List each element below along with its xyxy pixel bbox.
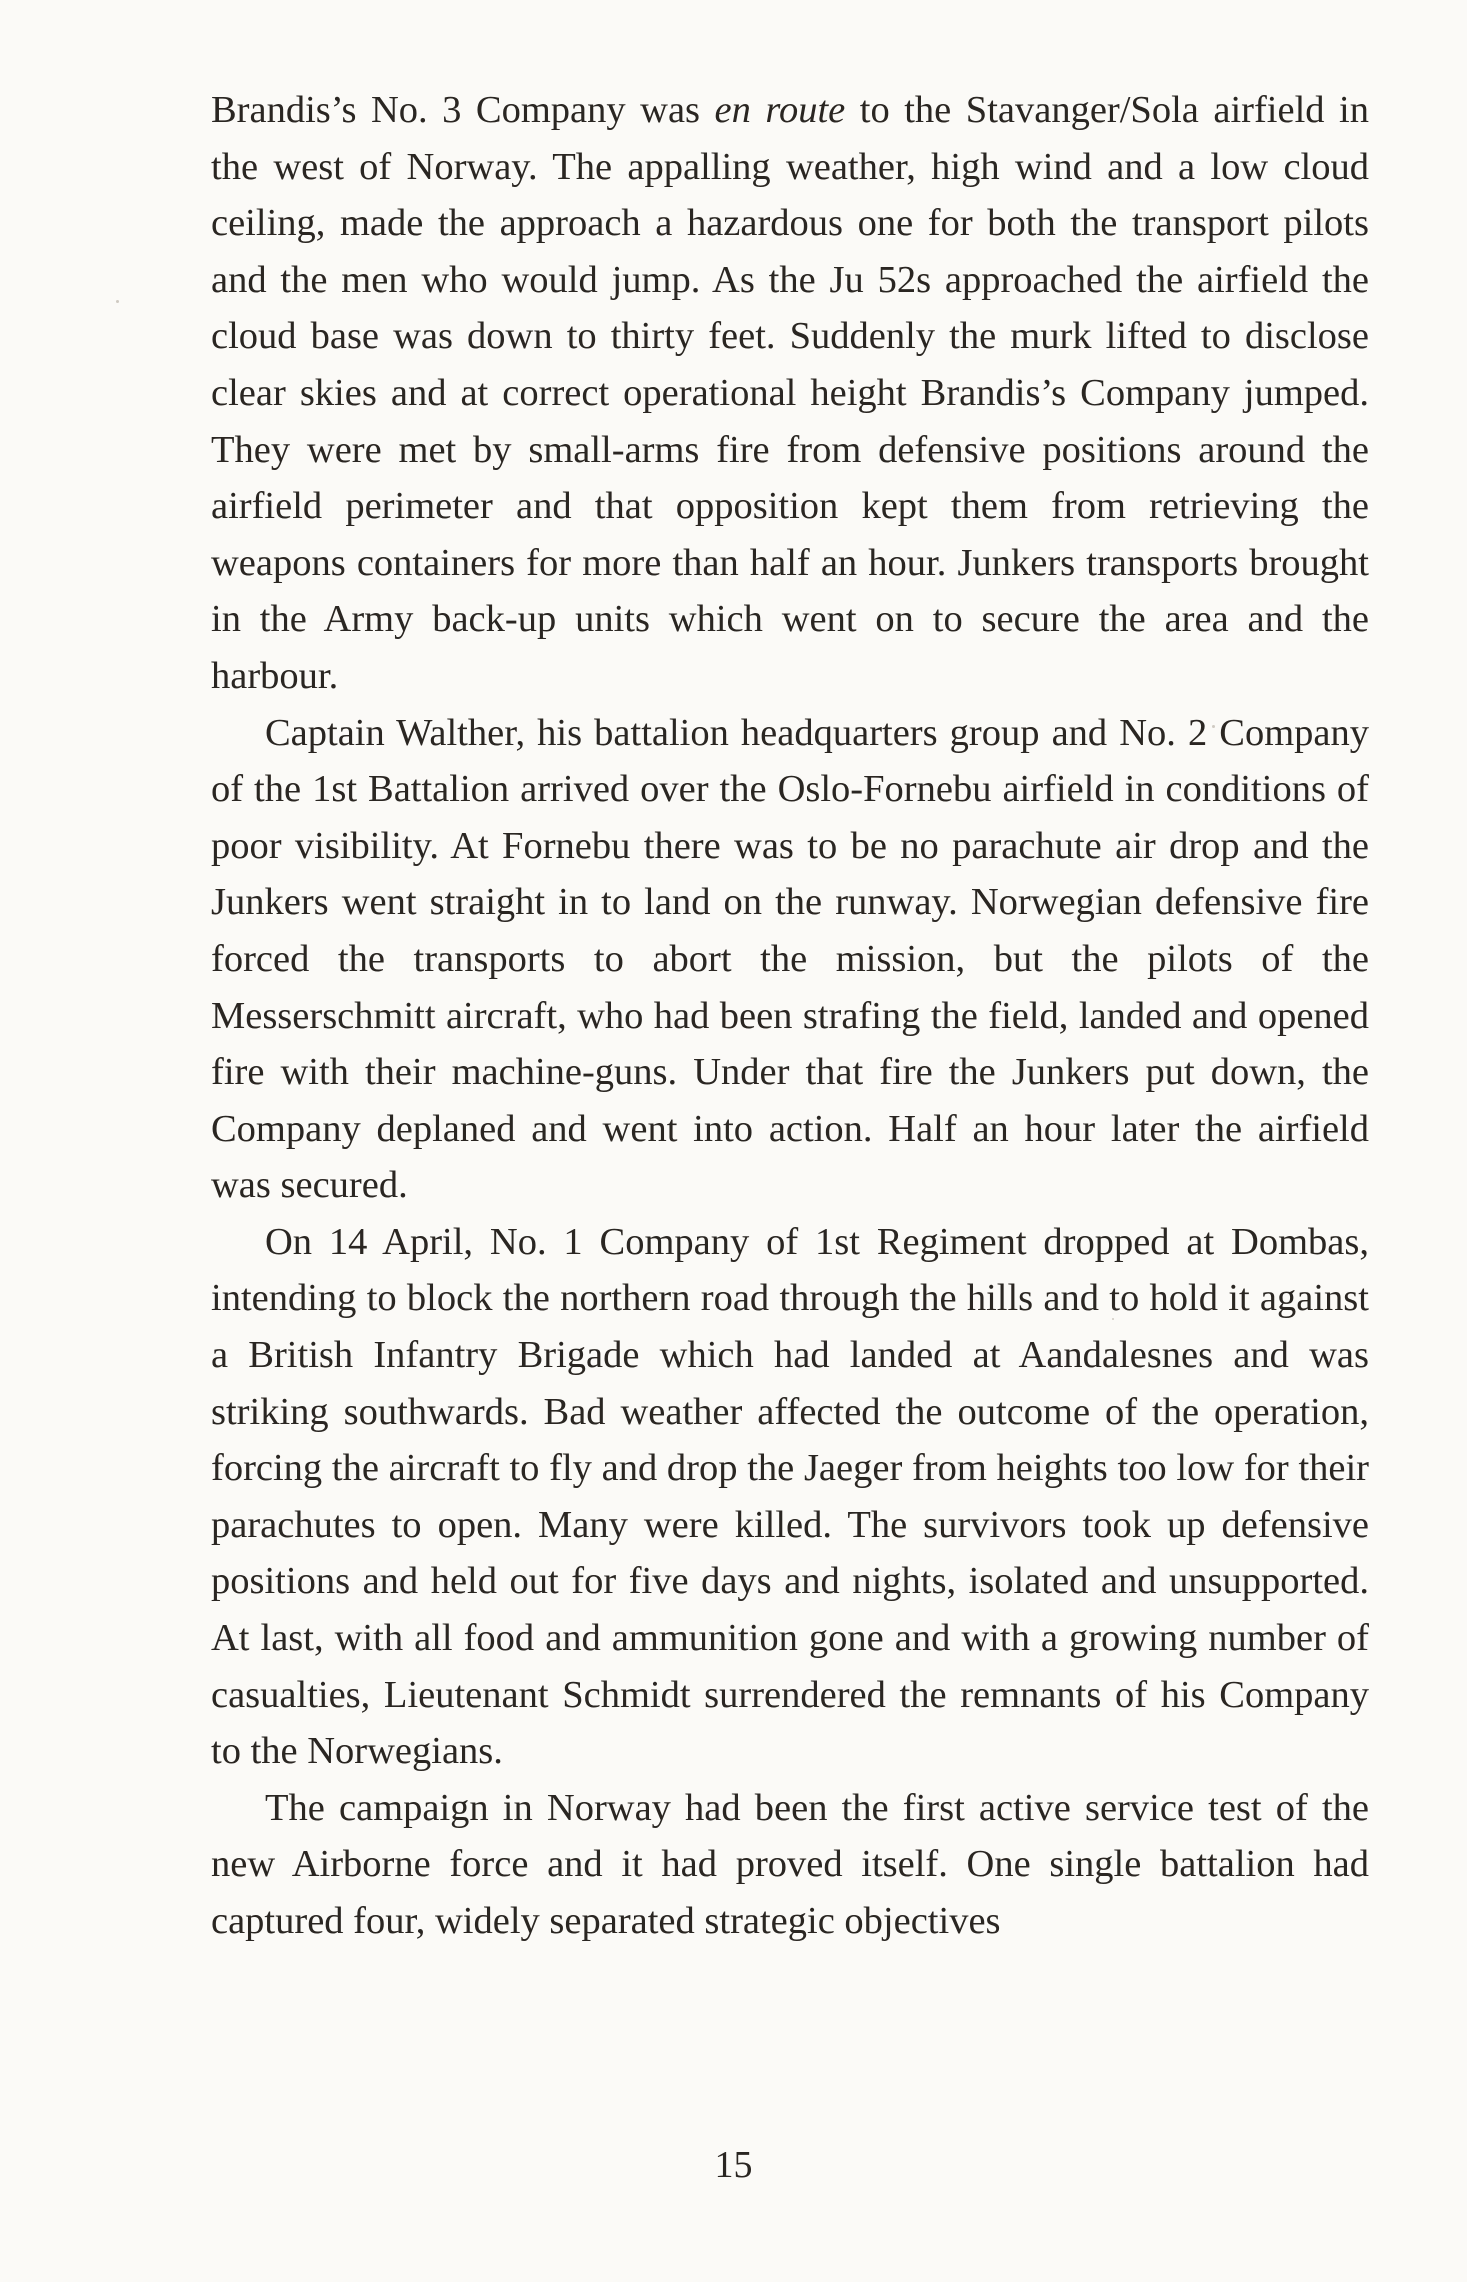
paragraph-1-rest: to the Stavanger/Sola airfield in the west of Norway. The appalling weather, high wind and a low cloud ceiling, made the approach a hazardous one for both the transport pilots and the men who would jump. As the Ju 52s approached the airfield the cloud base was down to thirty feet. Suddenly the murk lifted to disclose clear skies and at correct operational height Brandis’s Company jumped. They were met by small-arms fire from defensive positions around the airfield perimeter and that opposition kept them from retrieving the weapons containers for more than half an hour. Junkers transports brought in the Army back-up units which went on to secure the area and the harbour. bbox=[211, 89, 1369, 697]
paragraph-1-lead: Brandis’s No. 3 Company was bbox=[211, 89, 715, 131]
body-text bbox=[211, 82, 1369, 1950]
paragraph-2: Captain Walther, his battalion headquarters group and No. 2 Company of the 1st Battalion arrived over the Oslo-Fornebu airfield in conditions of poor visibility. At Fornebu there was to be no parachute air drop and the Junkers went straight in to land on the runway. Norwegian defensive fire forced the transports to abort the mission, but the pilots of the Messerschmitt aircraft, who had been strafing the field, landed and opened fire with their machine-guns. Under that fire the Junkers put down, the Company deplaned and went into action. Half an hour later the airfield was secured. bbox=[211, 711, 1369, 1207]
paper-speck bbox=[116, 300, 119, 303]
paragraph-1-italic-phrase: en route bbox=[714, 89, 846, 131]
paragraph-4: The campaign in Norway had been the first active service test of the new Airborne force and it had proved itself. One single battalion had captured four, widely separated strategic objectives bbox=[211, 1786, 1369, 1942]
paragraph-1 bbox=[211, 82, 1369, 705]
page-number: 15 bbox=[714, 2144, 753, 2186]
paragraph-3: On 14 April, No. 1 Company of 1st Regiment dropped at Dombas, intending to block the northern road through the hills and to hold it against a British Infantry Brigade which had landed at Aandalesnes and was striking southwards. Bad weather affected the outcome of the operation, forcing the aircraft to fly and drop the Jaeger from heights too low for their parachutes to open. Many were killed. The survivors took up defensive positions and held out for five days and nights, isolated and unsupported. At last, with all food and ammunition gone and with a growing number of casualties, Lieutenant Schmidt surrendered the remnants of his Company to the Norwegians. bbox=[211, 1220, 1369, 1773]
